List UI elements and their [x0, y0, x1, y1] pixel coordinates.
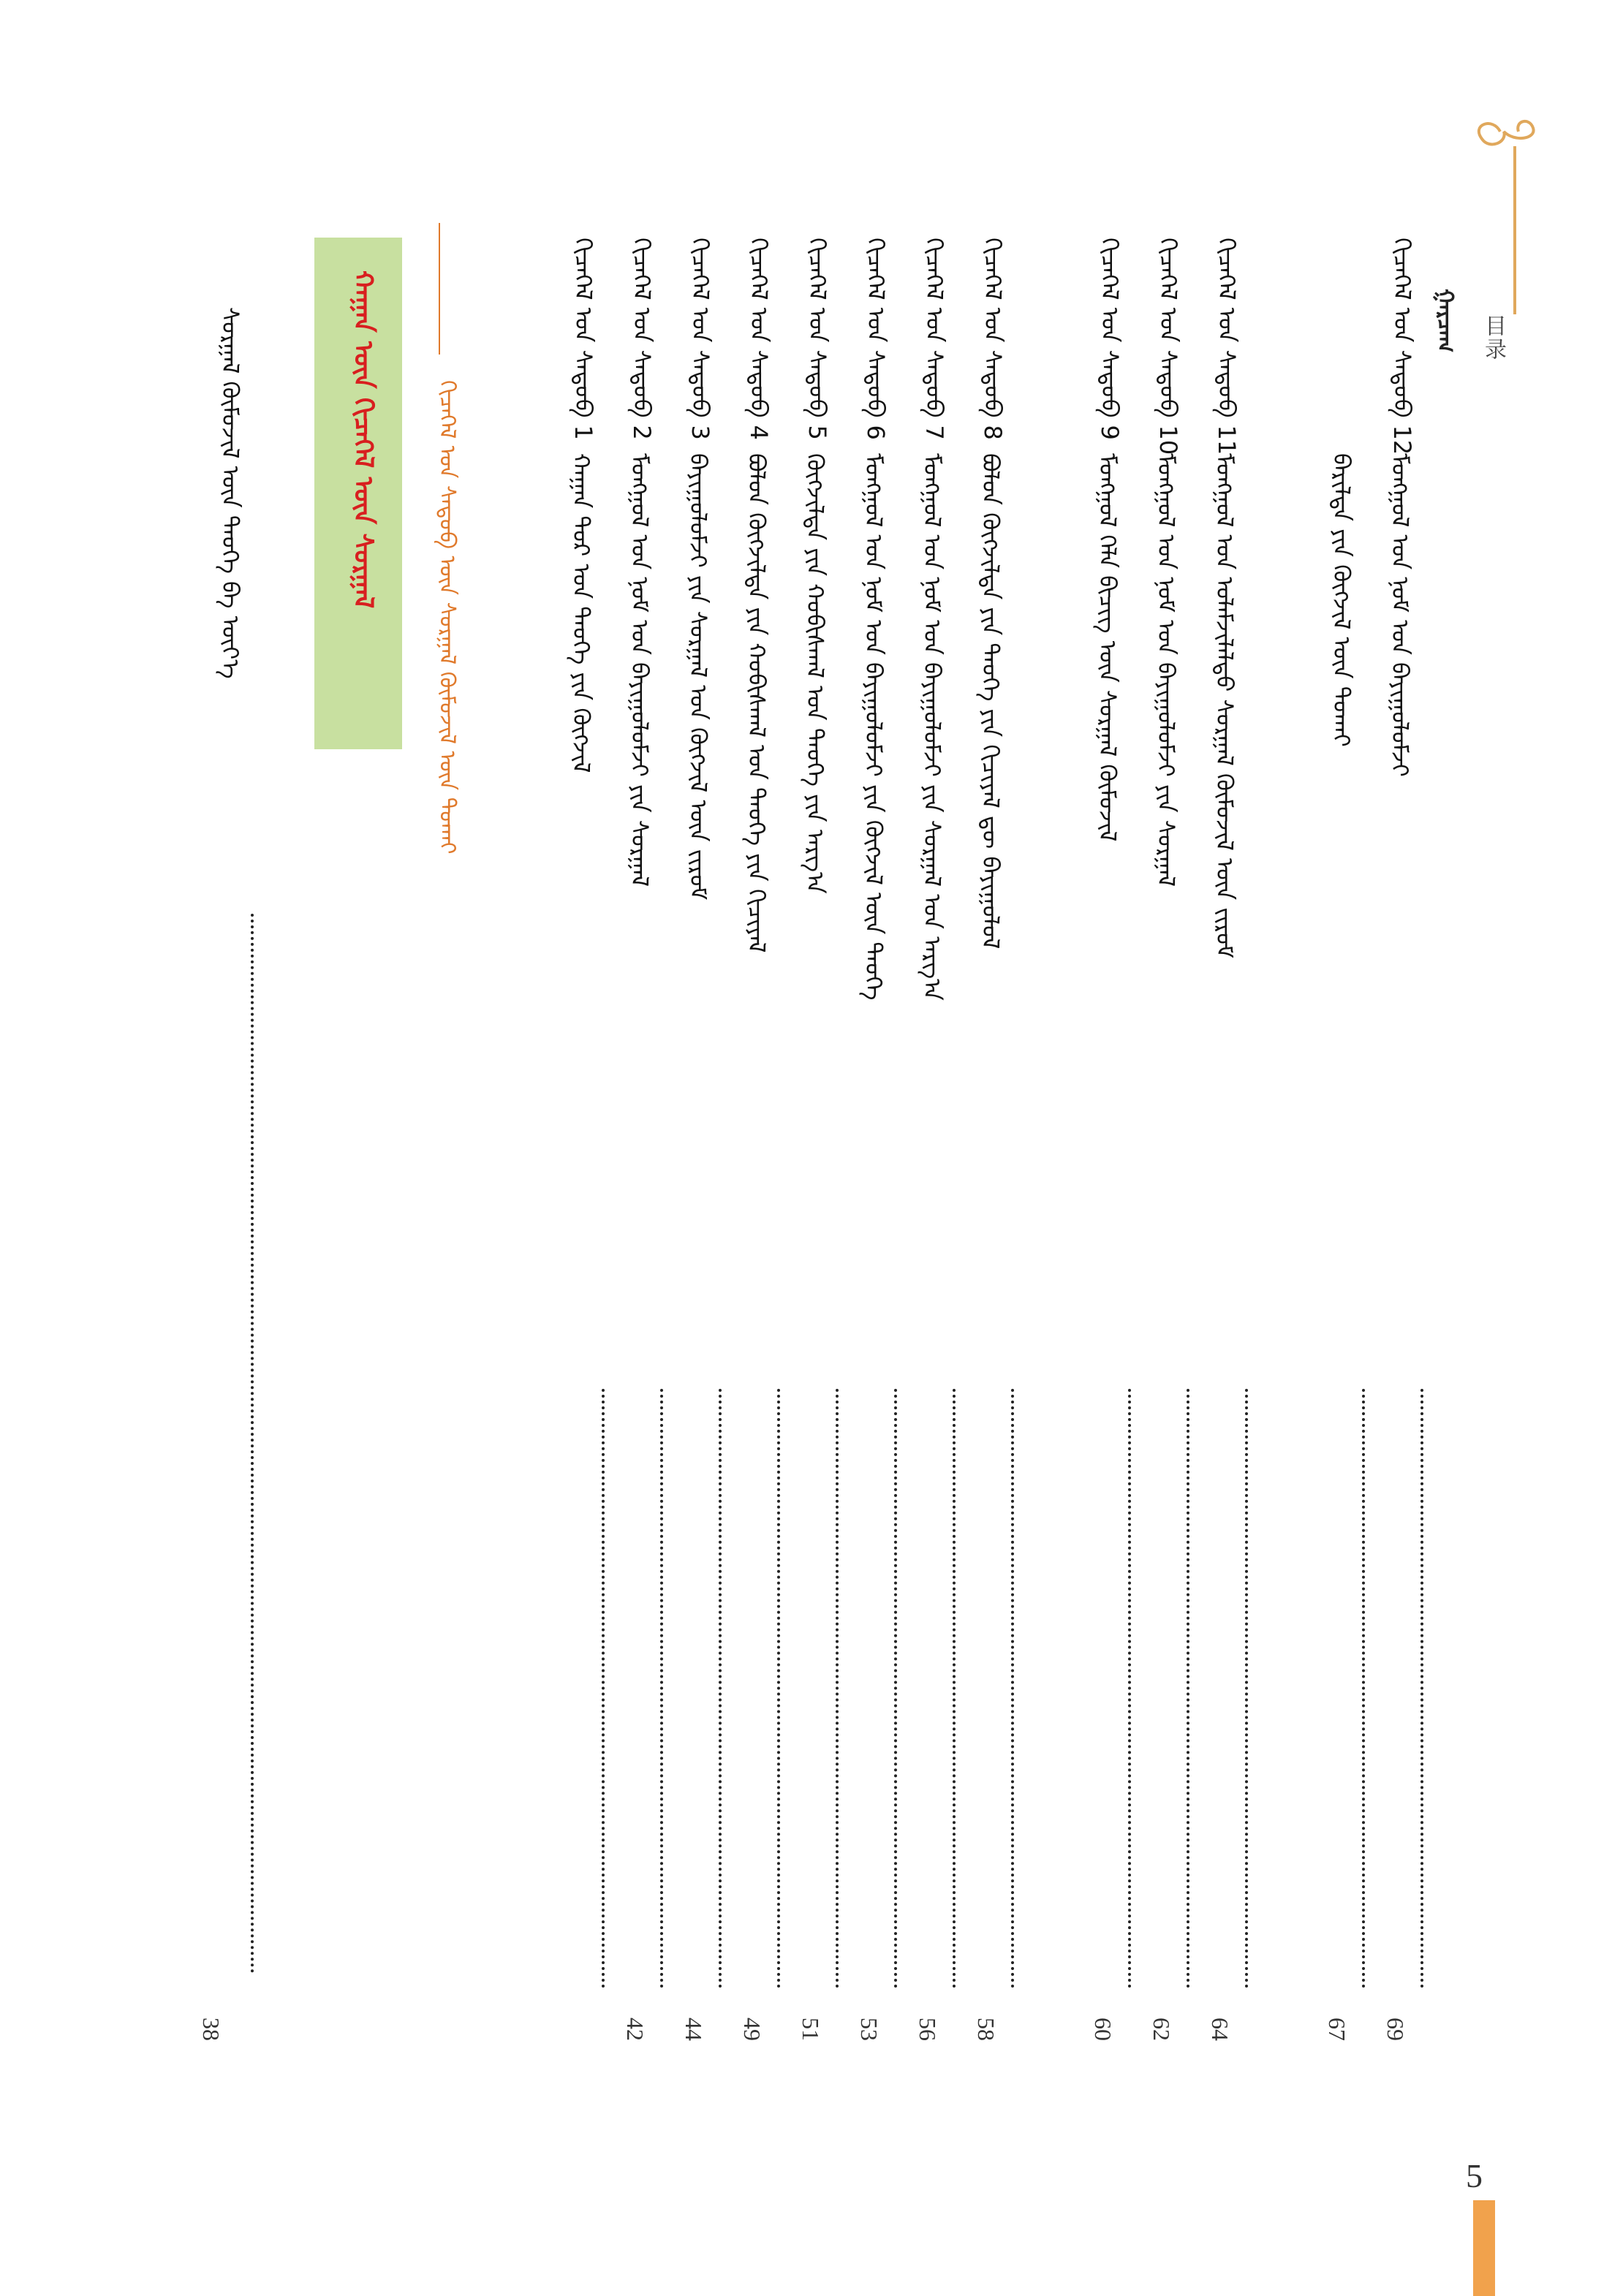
toc-page-number: 56 [915, 2017, 941, 2041]
toc-leader-dots [624, 1389, 663, 1988]
toc-lesson-label: ᠬᠢᠴᠡᠭᠡᠯ ᠤᠨ ᠰᠡᠳᠦᠪ 2 [628, 238, 656, 440]
header-cn-label: 目录 [1480, 314, 1506, 361]
toc-entry-title[interactable]: ᠮᠣᠩᠭᠣᠯ ᠤᠨ ᠤᠯᠠᠮᠵᠢᠯᠠᠯᠲᠤ ᠰᠤᠷᠭᠠᠯ ᠬᠦᠮᠦᠵᠢᠯ ᠦᠨ ᠵᠢᠷᠤᠮ [1211, 453, 1238, 958]
page-number: 5 [1466, 2157, 1483, 2194]
toc-lesson-label: ᠬᠢᠴᠡᠭᠡᠯ ᠤᠨ ᠰᠡᠳᠦᠪ 6 [862, 238, 890, 440]
toc-entry-title[interactable]: ᠬᠠᠭᠠᠨ ᠲᠣᠷ ᠤᠨ ᠲᠡᠦᠬᠡ ᠶᠢᠨ ᠬᠥᠭᠵᠢᠯ [567, 453, 595, 773]
toc-entry-title[interactable]: ᠮᠣᠩᠭᠣᠯ ᠤᠨ ᠨᠣᠮ ᠤᠨ ᠪᠠᠶᠢᠭᠤᠯᠤᠮᠵᠢ ᠶᠢᠨ ᠰᠤᠷᠭᠠᠯ ᠤᠨ ᠠᠷᠭ᠎ᠠ [918, 453, 946, 1001]
toc-lesson-label: ᠬᠢᠴᠡᠭᠡᠯ ᠤᠨ ᠰᠡᠳᠦᠪ 5 [803, 238, 831, 440]
toc-lesson-label: ᠬᠢᠴᠡᠭᠡᠯ ᠤᠨ ᠰᠡᠳᠦᠪ 12 [1388, 238, 1416, 455]
toc-leader-dots [1384, 1389, 1423, 1988]
page-tab [1473, 2200, 1495, 2296]
toc-entry-title[interactable]: ᠪᠠᠷᠢᠯᠳᠠ ᠶᠢᠨ ᠬᠥᠭᠵᠢᠯ ᠦᠨ ᠲᠤᠬᠠᠢ [1328, 453, 1355, 747]
section-heading-text: ᠬᠠᠭᠠᠨ ᠦᠨ ᠬᠢᠴᠡᠭᠡᠯ ᠦᠨ ᠰᠤᠷᠭᠠᠯ [348, 270, 378, 609]
toc-leader-dots [1208, 1389, 1248, 1988]
header-ornament [1471, 117, 1559, 314]
toc-entry-title[interactable]: ᠮᠣᠩᠭᠣᠯ ᠬᠡᠯᠡ ᠪᠢᠴᠢᠭ ᠦᠨ ᠰᠤᠷᠭᠠᠯ ᠬᠦᠮᠦᠵᠢᠯ [1094, 453, 1121, 842]
toc-leader-dots [975, 1389, 1014, 1988]
toc-page-number: 51 [798, 2017, 824, 2041]
toc-page-number: 49 [739, 2017, 765, 2041]
toc-page-number: 62 [1149, 2017, 1175, 2041]
bottom-entry-page: 38 [198, 2017, 224, 2041]
toc-entry-title[interactable]: ᠮᠣᠩᠭᠣᠯ ᠤᠨ ᠨᠣᠮ ᠤᠨ ᠪᠠᠶᠢᠭᠤᠯᠤᠮᠵᠢ [1386, 453, 1414, 777]
toc-entry-title[interactable]: ᠮᠣᠩᠭᠣᠯ ᠤᠨ ᠨᠣᠮ ᠤᠨ ᠪᠠᠶᠢᠭᠤᠯᠤᠮᠵᠢ ᠶᠢᠨ ᠰᠤᠷᠭᠠᠯ [1152, 453, 1180, 887]
toc-lesson-label: ᠬᠢᠴᠡᠭᠡᠯ ᠤᠨ ᠰᠡᠳᠦᠪ 8 [979, 238, 1007, 440]
toc-lesson-label: ᠬᠢᠴᠡᠭᠡᠯ ᠤᠨ ᠰᠡᠳᠦᠪ 9 [1096, 238, 1124, 440]
subheading-rule [439, 223, 440, 355]
header-mn-label: ᠭᠠᠷᠴᠠᠭ [1432, 289, 1458, 353]
toc-leader-dots [858, 1389, 897, 1988]
toc-entry-title[interactable]: ᠪᠣᠯᠤᠨ ᠬᠥᠭᠵᠢᠯᠲᠡ ᠶᠢᠨ ᠲᠡᠦᠬᠡ ᠶᠢᠨ ᠬᠢᠴᠢᠶᠡᠯ ᠳᠦ ᠪᠠᠶᠢᠭᠤᠯᠤᠯ [977, 453, 1005, 950]
toc-page-number: 58 [973, 2017, 999, 2041]
bottom-entry-leader [214, 914, 254, 1974]
toc-lesson-label: ᠬᠢᠴᠡᠭᠡᠯ ᠤᠨ ᠰᠡᠳᠦᠪ 7 [920, 238, 948, 440]
toc-page-number: 53 [856, 2017, 882, 2041]
toc-lesson-label: ᠬᠢᠴᠡᠭᠡᠯ ᠤᠨ ᠰᠡᠳᠦᠪ 11 [1213, 238, 1241, 455]
toc-entry-title[interactable]: ᠮᠣᠩᠭᠣᠯ ᠤᠨ ᠨᠣᠮ ᠤᠨ ᠪᠠᠶᠢᠭᠤᠯᠤᠮᠵᠢ ᠶᠢᠨ ᠬᠥᠭᠵᠢᠯ ᠦᠨ ᠲᠡᠦᠬᠡ [860, 453, 888, 1001]
subheading: ᠬᠢᠴᠡᠭᠡᠯ ᠤᠨ ᠰᠡᠳᠦᠪ ᠦᠨ ᠰᠤᠷᠭᠠᠯ ᠬᠦᠮᠦᠵᠢᠯ ᠦᠨ ᠲᠤᠬᠠᠢ [434, 380, 460, 855]
toc-leader-dots [741, 1389, 780, 1988]
toc-lesson-label: ᠬᠢᠴᠡᠭᠡᠯ ᠤᠨ ᠰᠡᠳᠦᠪ 10 [1154, 238, 1182, 455]
toc-lesson-label: ᠬᠢᠴᠡᠭᠡᠯ ᠤᠨ ᠰᠡᠳᠦᠪ 1 [570, 238, 597, 440]
toc-leader-dots [682, 1389, 722, 1988]
toc-entry-title[interactable]: ᠬᠥᠭᠵᠢᠯᠲᠡ ᠶᠢᠨ ᠬᠤᠪᠢᠰᠬᠠᠯ ᠤᠨ ᠲᠡᠦᠬᠡ ᠶᠢᠨ ᠠᠷᠭ᠎ᠠ [801, 453, 829, 894]
toc-leader-dots [1325, 1389, 1365, 1988]
toc-page-number: 42 [622, 2017, 648, 2041]
toc-leader-dots [916, 1389, 956, 1988]
bottom-entry-title[interactable]: ᠰᠤᠷᠭᠠᠯ ᠬᠦᠮᠦᠵᠢᠯ ᠦᠨ ᠲᠡᠦᠬᠡ ᠪᠠ ᠦᠶ᠎ᠡ [216, 307, 244, 679]
toc-entry-title[interactable]: ᠪᠠᠶᠢᠭᠤᠯᠤᠮᠵᠢ ᠶᠢᠨ ᠰᠤᠷᠭᠠᠯ ᠤᠨ ᠬᠥᠭᠵᠢᠯ ᠦᠨ ᠵᠢᠷᠤᠮ [684, 453, 712, 901]
toc-leader-dots [799, 1389, 839, 1988]
toc-page-number: 60 [1090, 2017, 1116, 2041]
toc-page-number: 64 [1207, 2017, 1233, 2041]
toc-page-number: 69 [1382, 2017, 1409, 2041]
toc-leader-dots [565, 1389, 605, 1988]
toc-entry-title[interactable]: ᠮᠣᠩᠭᠣᠯ ᠤᠨ ᠨᠣᠮ ᠤᠨ ᠪᠠᠶᠢᠭᠤᠯᠤᠮᠵᠢ ᠶᠢᠨ ᠰᠤᠷᠭᠠᠯ [626, 453, 654, 887]
toc-leader-dots [1092, 1389, 1131, 1988]
toc-leader-dots [1150, 1389, 1189, 1988]
toc-page-number: 67 [1324, 2017, 1350, 2041]
toc-page-number: 44 [681, 2017, 707, 2041]
toc-lesson-label: ᠬᠢᠴᠡᠭᠡᠯ ᠤᠨ ᠰᠡᠳᠦᠪ 3 [686, 238, 714, 440]
toc-lesson-label: ᠬᠢᠴᠡᠭᠡᠯ ᠤᠨ ᠰᠡᠳᠦᠪ 4 [745, 238, 773, 440]
toc-entry-title[interactable]: ᠪᠣᠯᠤᠨ ᠬᠥᠭᠵᠢᠯᠲᠡ ᠶᠢᠨ ᠬᠤᠪᠢᠰᠬᠠᠯ ᠤᠨ ᠲᠡᠦᠬᠡ ᠶᠢᠨ ᠬᠢᠴᠢᠶᠡᠯ [743, 453, 771, 953]
